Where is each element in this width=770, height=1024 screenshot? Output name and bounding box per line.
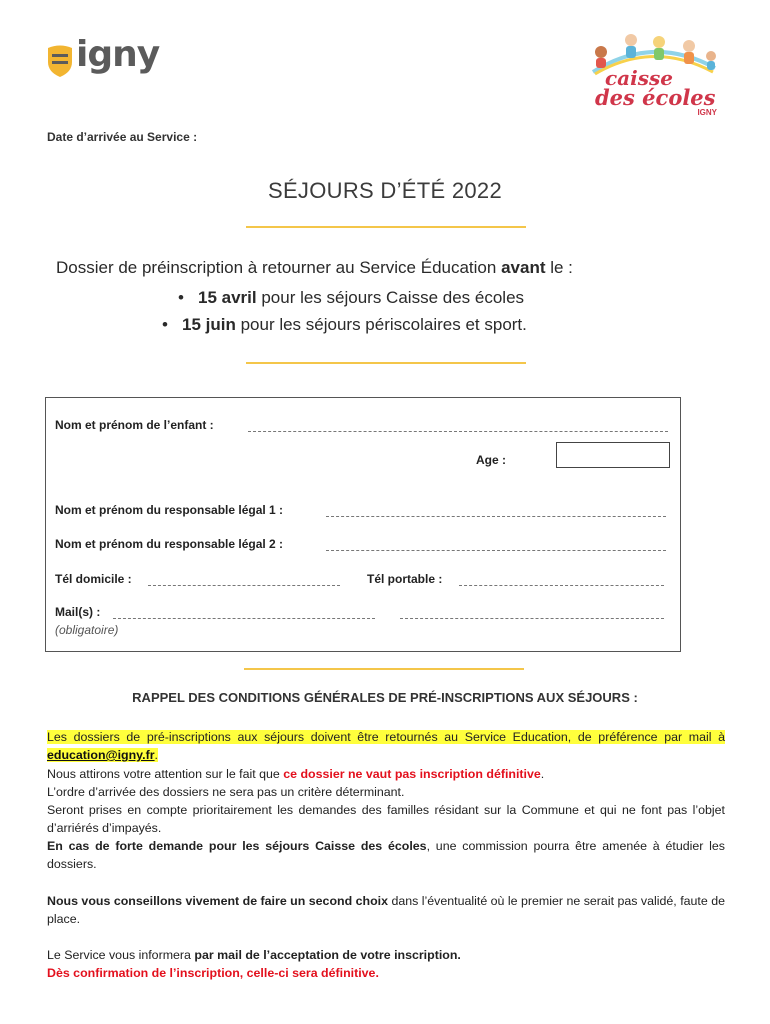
- resp1-label: Nom et prénom du responsable légal 1 :: [55, 503, 284, 517]
- highlighted-text: [47, 730, 725, 762]
- enfant-label: Nom et prénom de l’enfant :: [55, 418, 214, 432]
- deadline-date: 15 juin: [182, 315, 236, 334]
- p7-text: Le Service vous informera: [47, 948, 195, 962]
- p1-end: .: [154, 748, 158, 762]
- tel-domicile-label: Tél domicile :: [55, 572, 132, 586]
- dossier-avant: avant: [501, 258, 546, 277]
- mail-label: Mail(s) :: [55, 605, 101, 619]
- obligatoire-note: (obligatoire): [55, 623, 119, 637]
- condition-p7: [47, 946, 725, 964]
- tel-portable-label: Tél portable :: [367, 572, 443, 586]
- deadline-list: [170, 284, 543, 338]
- p6-bold: Nous vous conseillons vivement de faire un second choix: [47, 894, 388, 908]
- condition-p2: [47, 765, 725, 783]
- condition-p6: [47, 892, 725, 928]
- date-arrivee-label: Date d’arrivée au Service :: [47, 130, 198, 144]
- resp1-field[interactable]: [326, 516, 666, 517]
- dossier-intro-text: Dossier de préinscription à retourner au Service Éducation: [56, 258, 502, 277]
- tel-domicile-field[interactable]: [148, 585, 340, 586]
- logo-caisse-line1: caisse: [605, 66, 673, 90]
- condition-p4: Seront prises en compte prioritairement les demandes des familles résidant sur la Commune et qui ne font pas l’objet d’arriérés d’impayés.: [47, 803, 725, 835]
- shield-icon: [46, 44, 74, 78]
- age-field[interactable]: [556, 442, 670, 468]
- divider: [246, 226, 526, 228]
- divider: [246, 362, 526, 364]
- enfant-field[interactable]: [248, 431, 668, 432]
- list-item: [154, 311, 527, 338]
- page-title: SÉJOURS D’ÉTÉ 2022: [267, 178, 503, 203]
- divider: [244, 668, 524, 670]
- dossier-intro: [56, 258, 573, 278]
- igny-logo-text: igny: [76, 34, 160, 75]
- p7-bold: par mail de l’acceptation de votre inscription.: [194, 948, 461, 962]
- condition-p8: [47, 964, 725, 982]
- logo-caisse-igny: IGNY: [697, 108, 717, 117]
- child-info-form: [45, 397, 681, 652]
- condition-p1: [47, 728, 725, 764]
- condition-p3: L’ordre d’arrivée des dossiers ne sera pas un critère déterminant.: [47, 785, 405, 799]
- p2-text: Nous attirons votre attention sur le fait que: [47, 767, 284, 781]
- p6-text: dans l’éventualité où le premier ne serait pas validé, faute de place.: [47, 894, 725, 926]
- igny-logo: [46, 34, 166, 88]
- rappel-title: RAPPEL DES CONDITIONS GÉNÉRALES DE PRÉ-INSCRIPTIONS AUX SÉJOURS :: [132, 690, 638, 705]
- deadline-text: pour les séjours Caisse des écoles: [256, 288, 525, 307]
- mail-field-2[interactable]: [400, 618, 664, 619]
- resp2-label: Nom et prénom du responsable légal 2 :: [55, 537, 284, 551]
- p5-text: , une commission pourra être amenée à étudier les dossiers.: [47, 839, 726, 871]
- p8-warning: Dès confirmation de l’inscription, celle-ci sera définitive.: [47, 966, 379, 980]
- resp2-field[interactable]: [326, 550, 666, 551]
- deadline-date: 15 avril: [198, 288, 257, 307]
- age-label: Age :: [476, 453, 506, 467]
- mail-field-1[interactable]: [113, 618, 375, 619]
- caisse-des-ecoles-logo: [583, 28, 723, 120]
- condition-p5: [47, 837, 725, 873]
- p2-end: .: [540, 767, 545, 781]
- logo-caisse-line2: des écoles: [595, 85, 716, 110]
- email-link[interactable]: education@igny.fr: [47, 748, 155, 762]
- p5-bold: En cas de forte demande pour les séjours Caisse des écoles: [47, 839, 427, 853]
- p1-text: Les dossiers de pré-inscriptions aux séjours doivent être retournés au Service Education, de préférence par mail à: [47, 730, 725, 744]
- tel-portable-field[interactable]: [459, 585, 664, 586]
- list-item: [170, 284, 543, 311]
- dossier-suffix: le :: [545, 258, 573, 277]
- p2-warning: ce dossier ne vaut pas inscription définitive: [283, 767, 541, 781]
- deadline-text: pour les séjours périscolaires et sport.: [235, 315, 527, 334]
